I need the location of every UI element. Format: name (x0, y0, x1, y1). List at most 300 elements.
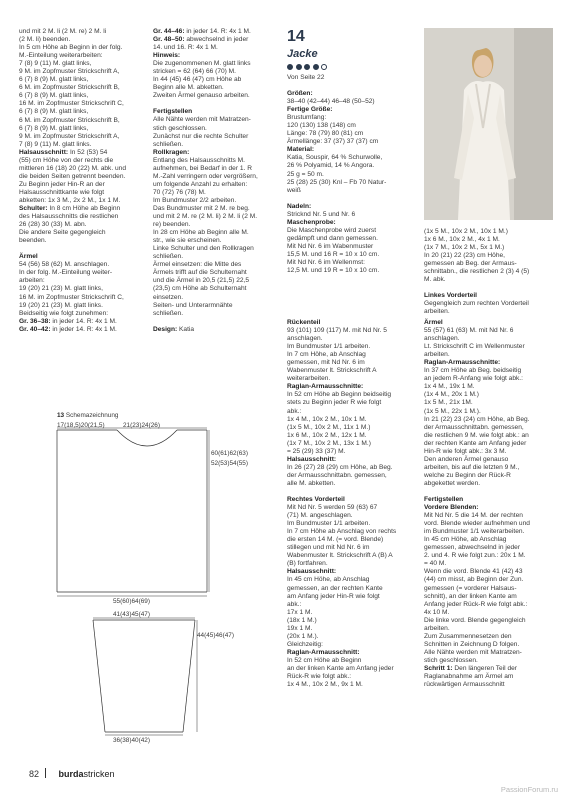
text-line (287, 609, 416, 617)
text-line (287, 219, 416, 227)
schematic-drawing (19, 412, 269, 762)
text-line (287, 154, 416, 162)
body-text: einsetzen. (153, 293, 184, 301)
body-text: anschlagen. (287, 335, 323, 343)
body-text: 12,5 M. und 19 R = 10 x 10 cm. (287, 267, 380, 275)
body-text: Zweiten Ärmel genauso arbeiten. (153, 92, 250, 100)
text-line (287, 617, 416, 625)
brand-bold: burda (58, 769, 84, 779)
heading-text: Halsausschnitt: (19, 148, 69, 156)
text-line (424, 244, 552, 252)
text-line (287, 327, 416, 335)
heading-text: Rechtes Vorderteil (287, 495, 345, 503)
body-text: Mit Nd Nr. 6 im Wellenmst: (287, 258, 365, 266)
body-text: 25 (28) 25 (30) Knl – Fb 70 Natur- (287, 178, 387, 186)
label-top-right: 21(23)24(26) (123, 422, 160, 429)
text-line (153, 245, 277, 253)
body-text: (44) cm misst, ab Beginn der Zun. (424, 576, 524, 584)
body-text: Rück-R wie folgt abk.: (287, 673, 352, 681)
text-line (287, 528, 416, 536)
text-line (19, 108, 141, 116)
text-line (424, 649, 552, 657)
heading-text: Ärmel (424, 319, 443, 326)
body-text: rückwärtigen Armausschnitt (424, 681, 505, 689)
text-line (287, 448, 416, 456)
text-line (19, 237, 141, 245)
body-text: mittleren 16 (18) 20 (22) M. abk. und (19, 164, 127, 172)
text-line (287, 440, 416, 448)
body-text: In 5 cm Höhe ab Beginn in der folg. (19, 44, 123, 52)
body-text: 54 (56) 58 (62) M. anschlagen. (19, 261, 110, 269)
body-text: 6 M. im Zopfmuster Strickschrift B, (19, 116, 120, 124)
text-line (424, 657, 552, 665)
body-text: 15,5 M. und 16 R = 10 x 10 cm. (287, 250, 380, 258)
body-text: Mit Nd Nr. 6 im Wabenmuster (287, 242, 374, 250)
text-line (19, 310, 141, 318)
body-text: alle M. abketten. (287, 479, 336, 487)
label-sleeve-top: 41(43)45(47) (113, 611, 150, 618)
body-text: In 37 cm Höhe ab Beg. beidseitig (424, 367, 522, 375)
body-text: gemessen (= vorderer Halsaus- (424, 584, 517, 592)
difficulty-dot-empty (321, 64, 327, 70)
body-text: Wabenmuster lt. Strickschrift A (287, 367, 377, 375)
body-text: Die andere Seite gegengleich (19, 229, 106, 237)
text-line (424, 432, 552, 440)
body-text: arbeiten. (424, 308, 450, 316)
text-line (424, 504, 552, 512)
body-text: 14. und 16. R: 4x 1 M. (153, 44, 218, 52)
text-line (153, 277, 277, 285)
text-line (424, 268, 552, 276)
text-line (19, 302, 141, 310)
text-line (287, 251, 416, 259)
body-text: Gleichzeitig: (287, 640, 323, 648)
paragraph-gap (287, 488, 416, 496)
body-text: abk.: (287, 600, 302, 608)
body-text: 19 (20) 21 (23) M. glatt links, (19, 285, 103, 293)
body-text: und mit 2 M. li (2 M. re) 2 M. li (19, 28, 107, 35)
text-line (19, 76, 141, 84)
body-text: = 25 (29) 33 (37) M. (287, 447, 346, 455)
body-text: die restlichen 9 M. wie folgt abk.: an (424, 431, 529, 439)
body-text: (20x 1 M.). (287, 632, 319, 640)
text-line (424, 609, 552, 617)
text-line (19, 44, 141, 52)
body-text: schnitt), an der linken Kante am (424, 592, 517, 600)
text-line (153, 92, 277, 100)
body-text: weiß (287, 186, 301, 194)
instructions-column-2 (153, 28, 277, 334)
text-line (287, 243, 416, 251)
body-text: 19 (20) 21 (23) M. glatt links. (19, 301, 103, 309)
difficulty-rating (287, 64, 416, 70)
text-line (19, 326, 141, 334)
text-line (424, 252, 552, 260)
body-text: der Armausschnittabn. gemessen, (424, 423, 524, 431)
body-text: Brustumfang: (287, 114, 327, 122)
heading-text: Vordere Blenden: (424, 504, 479, 512)
body-text: 25 g = 50 m. (287, 170, 324, 178)
body-text: gemessen, an der rechten Kante (287, 584, 383, 592)
heading-text: Maschenprobe: (287, 218, 336, 226)
text-line (19, 28, 141, 36)
text-line (424, 520, 552, 528)
heading-text: Größen: (287, 90, 313, 98)
heading-text: Linkes Vorderteil (424, 292, 478, 300)
heading-text: Fertigstellen (424, 495, 464, 503)
text-line (287, 681, 416, 689)
text-line (287, 456, 416, 464)
body-text: Anfang jeder Rück-R wie folgt abk.: (424, 600, 528, 608)
text-line (287, 472, 416, 480)
text-line (424, 633, 552, 641)
body-text: 7 (8) 9 (11) M. glatt links, (19, 60, 92, 68)
text-line (424, 276, 552, 284)
body-text: beenden. (19, 237, 47, 245)
body-text: = 40 M. (424, 560, 447, 568)
body-text: 1x 6 M., 10x 2 M., 12x 1 M. (287, 431, 367, 439)
heading-text: Design: (153, 325, 178, 333)
body-text: 1x 4 M., 19x 1 M. (424, 383, 475, 391)
body-text: In 52 cm Höhe ab Beginn (287, 656, 362, 664)
text-line (424, 424, 552, 432)
heading-text: Hinweis: (153, 52, 181, 60)
body-text: (55) cm Höhe von der rechts die (19, 156, 114, 164)
text-line (287, 343, 416, 351)
text-line (287, 552, 416, 560)
body-text: stich geschlossen. (424, 656, 478, 664)
heading-text: Fertigstellen (153, 108, 193, 116)
text-line (287, 90, 416, 98)
body-text: 26 (28) 30 (33) M. abn. (19, 221, 87, 229)
body-text: welche zu Beginn der Rück-R (424, 471, 511, 479)
body-text: Das Bundmuster mit 2 M. re beg. (153, 204, 250, 212)
body-text: schließen. (153, 309, 184, 317)
text-line (424, 351, 552, 359)
text-line (424, 228, 552, 236)
heading-text: Material: (287, 146, 315, 154)
body-text: Im Bundmuster 2/2 arbeiten. (153, 196, 237, 204)
body-text: 16 M. im Zopfmuster Strickschrift C, (19, 293, 124, 301)
body-text: Im Bundmuster 1/1 arbeiten. (287, 520, 371, 528)
body-text: gedämpft und dann gemessen. (287, 234, 378, 242)
text-line (19, 197, 141, 205)
body-text: Stricknd Nr. 5 und Nr. 6 (287, 210, 356, 218)
body-text: (1x 7 M., 10x 2 M., 13x 1 M.) (287, 439, 371, 447)
body-text: 4x 10 M. (424, 608, 450, 616)
body-text: In 52 (53) 54 (68, 148, 108, 156)
body-text: 6 M. im Zopfmuster Strickschrift B, (19, 84, 120, 92)
body-text: Die Maschenprobe wird zuerst (287, 226, 377, 234)
text-line (153, 68, 277, 76)
instructions-column-4 (424, 319, 552, 689)
text-line (424, 399, 552, 407)
body-text: stets zu Beginn jeder R wie folgt (287, 399, 382, 407)
text-line (19, 173, 141, 181)
text-line (424, 335, 552, 343)
heading-text: Raglan-Armausschnitte: (287, 383, 364, 391)
body-text: anschlagen. (424, 335, 460, 343)
body-text: der rechten Kante am Anfang jeder (424, 439, 527, 447)
body-text: re) beenden. (153, 221, 191, 229)
difficulty-dot-filled (313, 64, 319, 70)
text-line (287, 408, 416, 416)
body-text: arbeiten. (424, 351, 450, 359)
body-text: Die zugenommenen M. glatt links (153, 60, 251, 68)
text-line (424, 576, 552, 584)
text-line (287, 601, 416, 609)
text-line (424, 681, 552, 689)
body-text: arbeiten: (19, 277, 45, 285)
text-line (153, 149, 277, 157)
text-line (424, 343, 552, 351)
body-text: In 45 cm Höhe, ab Anschlag (287, 576, 370, 584)
text-line (153, 285, 277, 293)
text-line (287, 114, 416, 122)
body-text: in jeder 14. R: 4x 1 M. (50, 325, 117, 333)
footer-divider (45, 768, 46, 778)
text-line (19, 92, 141, 100)
text-line (19, 157, 141, 165)
text-line (153, 173, 277, 181)
text-line (287, 424, 416, 432)
text-line (287, 504, 416, 512)
body-text: 55 (57) 61 (63) M. mit Nd Nr. 6 (424, 327, 514, 335)
body-text: im Bundmuster 1/1 weiterarbeiten. (424, 528, 525, 536)
body-text: abk.: (287, 407, 302, 415)
body-text: In der folg. M.-Einteilung weiter- (19, 269, 113, 277)
text-line (424, 641, 552, 649)
text-line (424, 327, 552, 335)
body-text: (71) M. angeschlagen. (287, 512, 353, 520)
text-line (287, 432, 416, 440)
text-line (153, 294, 277, 302)
body-text: 6 (7) 8 (9) M. glatt links, (19, 124, 89, 132)
text-line (153, 205, 277, 213)
text-line (153, 197, 277, 205)
difficulty-dot-filled (287, 64, 293, 70)
pattern-details (287, 90, 416, 275)
text-line (287, 673, 416, 681)
label-side-lower: 52(53)54(55) (211, 460, 248, 467)
difficulty-dot-filled (304, 64, 310, 70)
body-text: Zu Beginn jeder Hin-R an der (19, 180, 105, 188)
text-line (19, 213, 141, 221)
body-text: str., wie sie erscheinen. (153, 237, 222, 245)
body-text: Katia (177, 325, 195, 333)
text-line (287, 351, 416, 359)
pattern-number: 14 (287, 28, 305, 45)
label-body-width: 55(60)64(69) (113, 598, 150, 605)
body-text: an der linken Kante am Anfang jeder (287, 664, 394, 672)
text-line (287, 544, 416, 552)
text-line (424, 472, 552, 480)
heading-text: Gr. 36–38: (19, 317, 51, 325)
text-line (153, 28, 277, 36)
model-photo-illustration (424, 28, 553, 220)
text-line (153, 221, 277, 229)
text-line (287, 138, 416, 146)
text-line (153, 60, 277, 68)
body-text: In 52 cm Höhe ab Beginn beidseitig (287, 391, 392, 399)
text-line (287, 464, 416, 472)
text-line (19, 294, 141, 302)
body-text: 1x 4 M., 10x 2 M., 9x 1 M. (287, 681, 363, 689)
body-text: schnittabn., die restlichen 2 (3) 4 (5) (424, 268, 530, 276)
text-line (287, 657, 416, 665)
text-line (287, 568, 416, 576)
body-text: abwechselnd in jeder (184, 36, 249, 44)
body-text: gemessen ab Beg. der Armaus- (424, 260, 517, 268)
heading-text: Fertige Größe: (287, 106, 333, 114)
body-text: die beiden Seiten getrennt beenden. (19, 172, 126, 180)
text-line (424, 552, 552, 560)
body-text: aufnehmen, bei Bedarf in der 1. R (153, 164, 252, 172)
text-line (287, 98, 416, 106)
body-text: Katia, Souspir, 64 % Schurwolle, (287, 154, 383, 162)
text-line (287, 122, 416, 130)
body-text: 70 (72) 76 (78) M. (153, 188, 206, 196)
text-line (424, 375, 552, 383)
text-line (19, 253, 141, 261)
body-text: 38–40 (42–44) 46–48 (50–52) (287, 98, 375, 106)
paragraph-gap (287, 195, 416, 203)
brand-logo (59, 769, 115, 779)
body-text: (1x 5 M., 22x 1 M.). (424, 407, 481, 415)
body-text: Ärmels trifft auf die Schulternaht (153, 269, 247, 277)
body-text: 1x 4 M., 10x 2 M., 10x 1 M. (287, 415, 367, 423)
body-text: 6 (7) 8 (9) M. glatt links, (19, 92, 89, 100)
label-sleeve-bottom: 36(38)40(42) (113, 737, 150, 744)
body-text: die ersten 14 M. (= vord. Blende) (287, 536, 384, 544)
body-text: Lt. Strickschrift C im Wellenmuster (424, 343, 525, 351)
text-line (287, 665, 416, 673)
text-line (424, 319, 552, 327)
text-line (153, 229, 277, 237)
body-text: 9 M. im Zopfmuster Strickschrift A, (19, 132, 120, 140)
text-line (287, 335, 416, 343)
body-text: Zum Zusammennesetzen den (424, 632, 512, 640)
text-line (424, 673, 552, 681)
body-text: In 8 cm Höhe ab Beginn (47, 205, 121, 213)
body-text: an jedem R-Anfang wie folgt abk.: (424, 375, 523, 383)
text-line (153, 125, 277, 133)
text-line (19, 117, 141, 125)
label-side-upper: 60(61)62(63) (211, 450, 248, 457)
text-line (19, 100, 141, 108)
text-line (287, 171, 416, 179)
body-text: (1x 5 M., 10x 2 M., 11x 1 M.) (287, 423, 371, 431)
body-text: weiterarbeiten. (287, 375, 331, 383)
text-line (424, 416, 552, 424)
text-line (19, 68, 141, 76)
body-text: M.-Zahl verringern oder vergrößern, (153, 172, 258, 180)
text-line (153, 52, 277, 60)
text-line (424, 260, 552, 268)
text-line (19, 285, 141, 293)
text-line (424, 625, 552, 633)
heading-text: Rollkragen: (153, 148, 190, 156)
text-line (287, 576, 416, 584)
body-text: In 28 cm Höhe ab Beginn alle M. (153, 229, 249, 237)
text-line (19, 141, 141, 149)
text-line (287, 383, 416, 391)
body-text: abgekettet werden. (424, 479, 481, 487)
text-line (287, 641, 416, 649)
text-line (287, 106, 416, 114)
body-text: Den anderen Ärmel genauso (424, 455, 509, 463)
body-text: (1x 7 M., 10x 2 M., 5x 1 M.) (424, 244, 505, 252)
text-line (287, 162, 416, 170)
text-line (153, 310, 277, 318)
text-line (287, 259, 416, 267)
body-text: Entlang des Halsausschnitts M. (153, 156, 245, 164)
text-line (424, 496, 552, 504)
text-line (287, 359, 416, 367)
text-line (153, 36, 277, 44)
paragraph-gap (424, 488, 552, 496)
label-top-left: 17(18,5)20(21,5) (57, 422, 105, 429)
body-text: Linke Schulter und den Rollkragen (153, 245, 254, 253)
text-line (287, 480, 416, 488)
body-text: Alle Nähte werden mit Matratzen- (153, 116, 251, 124)
text-line (153, 76, 277, 84)
body-text: 19x 1 M. (287, 624, 313, 632)
body-text: In 44 (45) 46 (47) cm Höhe ab (153, 76, 242, 84)
schematic-number: 13 (57, 412, 65, 419)
text-line (19, 221, 141, 229)
body-text: (B) fortfahren. (287, 560, 328, 568)
body-text: 26 % Polyamid, 14 % Angora. (287, 162, 375, 170)
heading-text: Gr. 48–50: (153, 36, 185, 44)
text-line (287, 203, 416, 211)
body-text: 7 (8) 9 (11) M. glatt links. (19, 140, 92, 148)
text-line (287, 211, 416, 219)
body-text: Mit Nd Nr. 5 die 14 M. der rechten (424, 512, 523, 520)
instructions-column-1 (19, 28, 141, 334)
text-line (19, 189, 141, 197)
text-line (424, 480, 552, 488)
text-line (19, 52, 141, 60)
text-line (424, 585, 552, 593)
paragraph-gap (153, 100, 277, 108)
body-text: und die Ärmel in 20,5 (21,5) 22,5 (153, 277, 250, 285)
body-text: gemessen, mit Nd Nr. 6 im (287, 359, 365, 367)
text-line (287, 560, 416, 568)
paragraph-gap (424, 284, 552, 292)
body-text: In 20 (21) 22 (23) cm Höhe, (424, 252, 505, 260)
body-text: schließen. (153, 253, 184, 261)
text-line (19, 269, 141, 277)
text-line (287, 496, 416, 504)
body-text: In 45 cm Höhe, ab Anschlag (424, 536, 507, 544)
difficulty-dot-filled (296, 64, 302, 70)
text-line (153, 157, 277, 165)
body-text: In 7 cm Höhe, ab Anschlag (287, 351, 366, 359)
body-text: Den längeren Teil der (452, 664, 517, 672)
body-text: Beidseitig wie folgt zunehmen: (19, 309, 109, 317)
text-line (424, 617, 552, 625)
body-text: der Armausschnittabn. gemessen, (287, 471, 387, 479)
text-line (287, 391, 416, 399)
body-text: M. abk. (424, 276, 446, 284)
pattern-info-column (287, 28, 416, 275)
heading-text: Ärmel (19, 253, 38, 261)
body-text: Schnitten in Zeichnung D folgen. (424, 640, 520, 648)
body-text: (2 M. li) beenden. (19, 36, 71, 44)
text-line (287, 319, 416, 327)
text-line (287, 267, 416, 275)
